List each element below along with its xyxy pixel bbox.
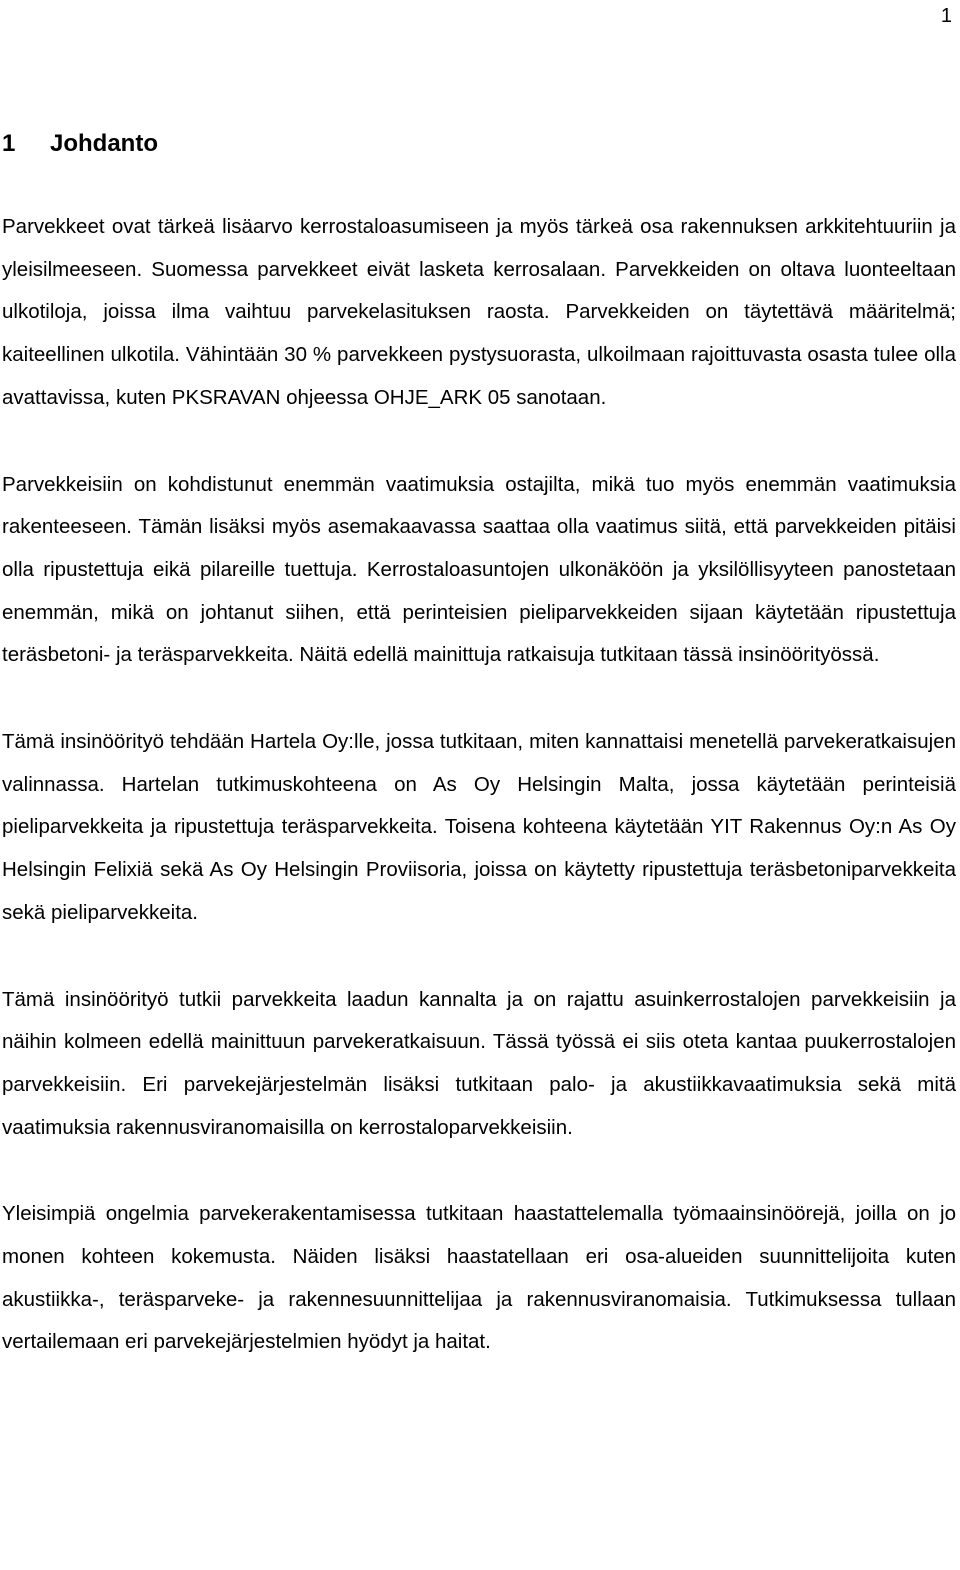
page-number: 1 <box>940 5 952 27</box>
paragraph-2: Parvekkeisiin on kohdistunut enemmän vaatimuksia ostajilta, mikä tuo myös enemmän vaatimuksia rakenteeseen. Tämän lisäksi myös asemakaavassa saattaa olla vaatimus siitä, että parvekkeiden pitäisi olla ripustettuja eikä pilareille tuettuja. Kerrostaloasuntojen ulkonäköön ja yksilöllisyyteen panostetaan enemmän, mikä on johtanut siihen, että perinteisien pieliparvekkeiden sijaan käytetään ripustettuja teräsbetoni- ja teräsparvekkeita. Näitä edellä mainittuja ratkaisuja tutkitaan tässä insinöörityössä. <box>2 472 956 667</box>
paragraph-5: Yleisimpiä ongelmia parvekerakentamisessa tutkitaan haastattelemalla työmaainsinöörejä, joilla on jo monen kohteen kokemusta. Näiden lisäksi haastatellaan eri osa-alueiden suunnittelijoita kuten akustiikka-, teräsparveke- ja rakennesuunnittelijaa ja rakennusviranomaisia. Tutkimuksessa tullaan vertailemaan eri parvekejärjestelmien hyödyt ja haitat. <box>2 1202 956 1354</box>
paragraph-1: Parvekkeet ovat tärkeä lisäarvo kerrostaloasumiseen ja myös tärkeä osa rakennuksen arkkitehtuuriin ja yleisilmeeseen. Suomessa parvekkeet eivät lasketa kerrosalaan. Parvekkeiden on oltava luonteeltaan ulkotiloja, joissa ilma vaihtuu parvekelasituksen raosta. Parvekkeiden on täytettävä määritelmä; kaiteellinen ulkotila. Vähintään 30 % parvekkeen pystysuorasta, ulkoilmaan rajoittuvasta osasta tulee olla avattavissa, kuten PKSRAVAN ohjeessa OHJE_ARK 05 sanotaan. <box>2 215 956 409</box>
paragraph-4: Tämä insinöörityö tutkii parvekkeita laadun kannalta ja on rajattu asuinkerrostalojen parvekkeisiin ja näihin kolmeen edellä mainittuun parvekeratkaisuun. Tässä työssä ei siis oteta kantaa puukerrostalojen parvekkeisiin. Eri parvekejärjestelmän lisäksi tutkitaan palo- ja akustiikkavaatimuksia sekä mitä vaatimuksia rakennusviranomaisilla on kerrostaloparvekkeisiin. <box>2 987 956 1139</box>
section-title: Johdanto <box>50 130 158 157</box>
section-heading <box>2 128 158 160</box>
paragraph-3: Tämä insinöörityö tehdään Hartela Oy:lle, jossa tutkitaan, miten kannattaisi menetellä parvekeratkaisujen valinnassa. Hartelan tutkimuskohteena on As Oy Helsingin Malta, jossa käytetään perinteisiä pieliparvekkeita ja ripustettuja teräsparvekkeita. Toisena kohteena käytetään YIT Rakennus Oy:n As Oy Helsingin Felixiä sekä As Oy Helsingin Proviisoria, joissa on käytetty ripustettuja teräsbetoniparvekkeita sekä pieliparvekkeita. <box>2 730 956 924</box>
document-body <box>2 206 956 1364</box>
section-number: 1 <box>2 130 16 157</box>
